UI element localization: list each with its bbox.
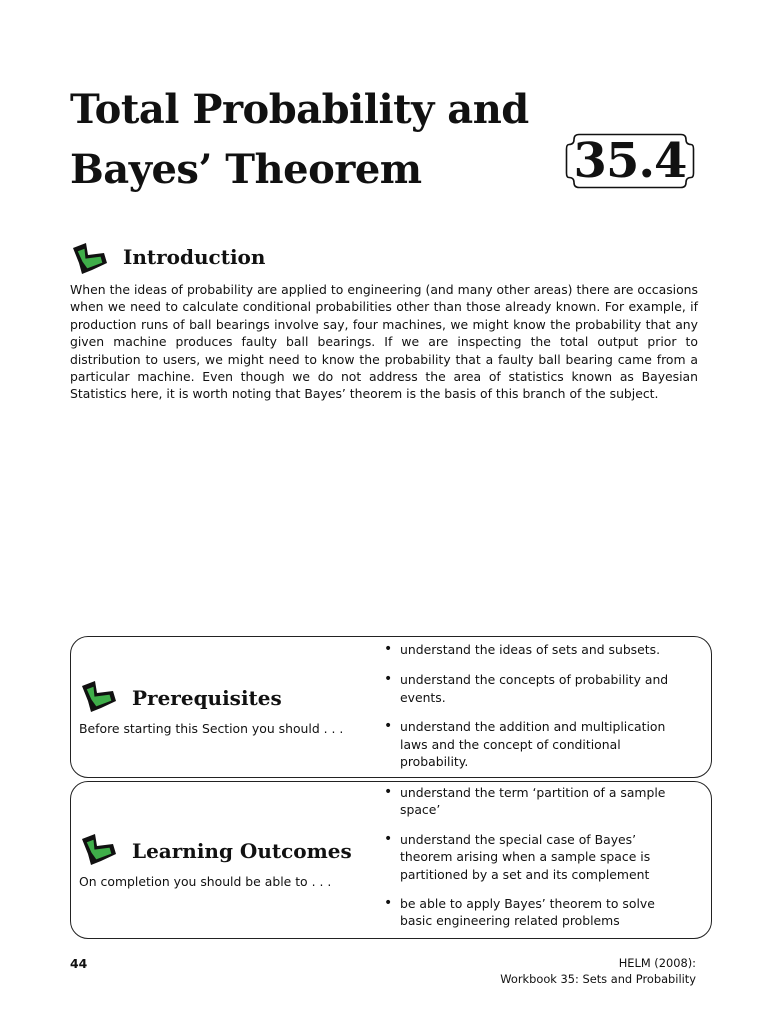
section-number: 35.4 bbox=[573, 133, 687, 189]
prerequisites-lead: Before starting this Section you should . . . bbox=[79, 721, 344, 736]
introduction-heading: Introduction bbox=[123, 245, 266, 269]
footer-workbook: Workbook 35: Sets and Probability bbox=[500, 971, 696, 986]
list-item: • understand the addition and multiplication laws and the concept of conditional probability. bbox=[384, 718, 684, 770]
section-number-badge bbox=[565, 133, 695, 189]
arrow-icon bbox=[79, 829, 119, 867]
page-number: 44 bbox=[70, 956, 88, 971]
list-item: • understand the term ‘partition of a sample space’ bbox=[384, 784, 684, 819]
prerequisites-heading: Prerequisites bbox=[132, 686, 282, 710]
list-item: • understand the ideas of sets and subsets. bbox=[384, 641, 684, 658]
arrow-icon bbox=[70, 238, 110, 276]
page-title bbox=[70, 80, 570, 200]
learning-outcomes-list bbox=[384, 784, 684, 930]
learning-outcomes-heading: Learning Outcomes bbox=[132, 839, 352, 863]
footer-publisher: HELM (2008): bbox=[618, 956, 696, 970]
list-item: • understand the special case of Bayes’ theorem arising when a sample space is partitioned by a set and its complement bbox=[384, 831, 684, 883]
title-line-1: Total Probability and bbox=[70, 86, 529, 133]
title-line-2: Bayes’ Theorem bbox=[70, 146, 422, 193]
arrow-icon bbox=[79, 676, 119, 714]
introduction-text: When the ideas of probability are applied to engineering (and many other areas) there are occasions when we need to calculate conditional probabilities other than those already known. For example, if production runs of ball bearings involve say, four machines, we might know the probability that any given machine produces faulty ball bearings. If we are inspecting the total output prior to distribution to users, we might need to know the probability that a faulty ball bearing came from a particular machine. Even though we do not address the area of statistics known as Bayesian Statistics here, it is worth noting that Bayes’ theorem is the basis of this branch of the subject. bbox=[70, 282, 698, 402]
list-item: • be able to apply Bayes’ theorem to solve basic engineering related problems bbox=[384, 895, 684, 930]
list-item: • understand the concepts of probability and events. bbox=[384, 671, 684, 706]
footer-source bbox=[500, 956, 696, 987]
learning-outcomes-lead: On completion you should be able to . . . bbox=[79, 874, 332, 889]
prerequisites-list bbox=[384, 641, 684, 770]
